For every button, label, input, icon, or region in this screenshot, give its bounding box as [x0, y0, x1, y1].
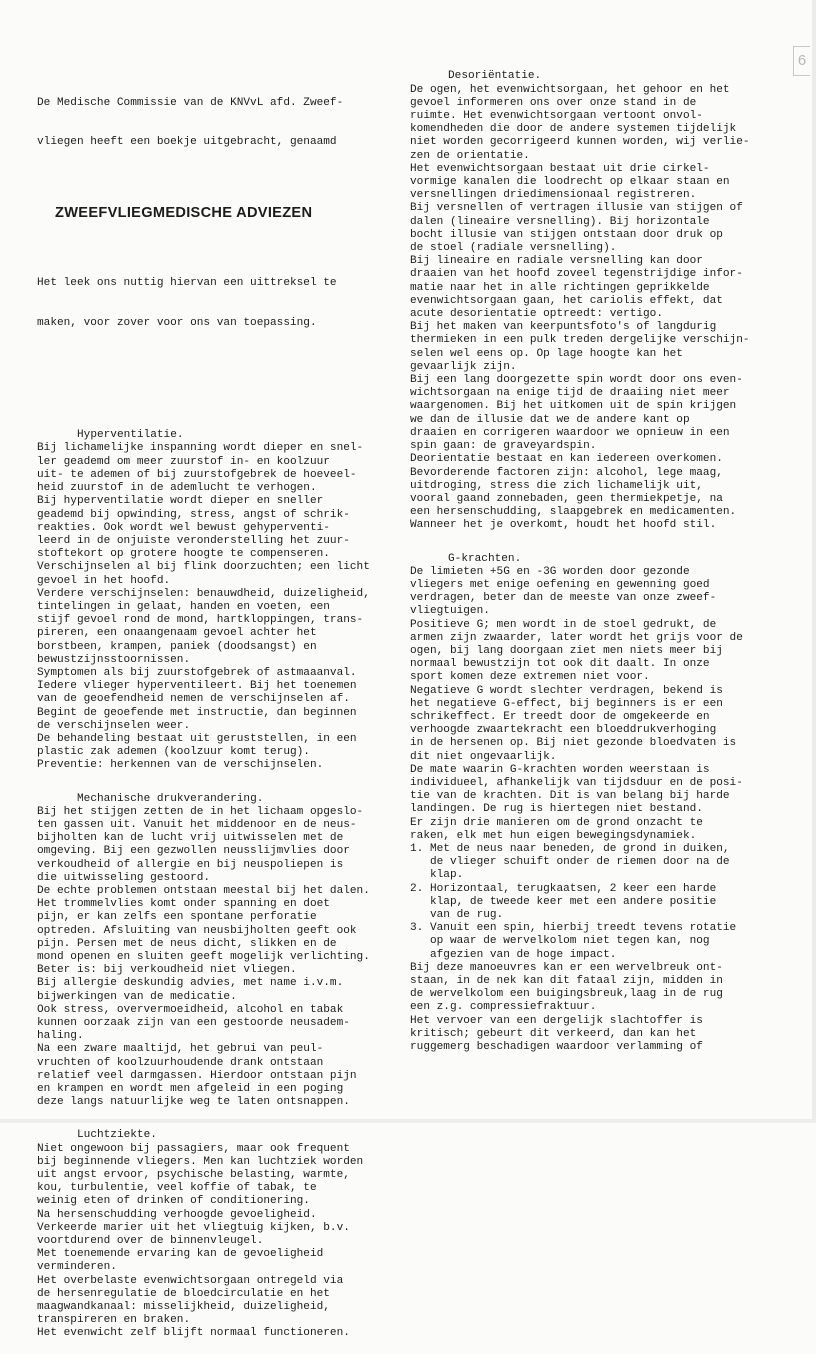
text-line: 2. Horizontaal, terugkaatsen, 2 keer een harde [410, 882, 717, 895]
text-line: gevoel informeren ons over onze stand in de [410, 96, 697, 109]
intro-line: Het leek ons nuttig hiervan een uittreksel te [37, 277, 337, 290]
text-line: waargenomen. Bij het uitkomen uit de spin krijgen [410, 400, 737, 413]
text-line: Niet ongewoon bij passagiers, maar ook frequent [37, 1142, 350, 1155]
text-line: van de geoefendheid nemen de verschijnselen af. [37, 693, 350, 706]
text-line: selen wel eens op. Op lage hoogte kan het [410, 347, 683, 360]
text-line: Iedere vlieger hyperventileert. Bij het toenemen [37, 680, 357, 693]
text-line: evenwichtsorgaan gaan, het cariolis effekt, dat [410, 294, 723, 307]
text-line: thermieken in een pulk treden dergelijke verschijn- [410, 334, 750, 347]
text-line: in de hersenen op. Bij niet gezonde bloedvaten is [410, 737, 737, 750]
text-line: voortdurend over de binnenvleugel. [37, 1235, 264, 1248]
intro-paragraph [37, 70, 387, 176]
text-line: en krampen en wordt men afgeleid in een poging [37, 1083, 344, 1096]
text-line: Het vervoer van een dergelijk slachtoffer is [410, 1014, 703, 1027]
text-line: De limieten +5G en -3G worden door gezonde [410, 565, 690, 578]
text-line: schrikeffect. Er treedt door de omgekeerde en [410, 710, 710, 723]
text-line: vormige kanalen die loodrecht op elkaar staan en [410, 176, 730, 189]
text-line: Bij deze manoeuvres kan er een wervelbreuk ont- [410, 961, 723, 974]
text-line: plastic zak ademen (koolzuur komt terug). [37, 746, 310, 759]
text-line: verkoudheid of allergie en bij neuspoliepen is [37, 858, 344, 871]
text-line: draaien en corrigeren waardoor we opnieuw in een [410, 426, 730, 439]
section-heading: Mechanische drukverandering. [77, 792, 264, 805]
text-line: leerd in de onjuiste veronderstelling het zuur- [37, 534, 350, 547]
text-line: van de rug. [410, 909, 504, 921]
text-line: Bij een lang doorgezette spin wordt door ons even- [410, 374, 743, 387]
text-line: een z.g. compressiefraktuur. [410, 1001, 597, 1014]
text-line: versnellingen driedimensionaal registreren. [410, 189, 697, 202]
page-edge [812, 0, 816, 1123]
section-heading: G-krachten. [448, 552, 522, 565]
text-line: pijn, er kan zelfs een spontane perforatie [37, 911, 317, 924]
text-line: staan, in de nek kan dit fataal zijn, midden in [410, 975, 723, 988]
text-line: optreden. Afsluiting van neusbijholten geeft ook [37, 924, 357, 937]
text-line: Het evenwicht zelf blijft normaal functioneren. [37, 1327, 350, 1340]
text-line: Bij allergie deskundig advies, met name i.v.m. [37, 977, 344, 990]
text-line: geademd bij opwinding, stress, angst of schrik- [37, 508, 350, 521]
text-line: zen de orientatie. [410, 149, 530, 162]
text-line: de vlieger schuift onder de riemen door na de [410, 856, 730, 869]
text-line: Deorientatie bestaat en kan iedereen overkomen. [410, 453, 723, 466]
text-line: armen zijn zwaarder, later wordt het grijs voor de [410, 631, 743, 644]
text-line: Het evenwichtsorgaan bestaat uit drie cirkel- [410, 162, 710, 175]
text-line: ogen, bij lang doorgaan ziet men niets meer bij [410, 644, 723, 657]
text-line: matie naar het in alle richtingen geprikkelde [410, 281, 710, 294]
text-line: raken, elk met hun eigen bewegingsdynamiek. [410, 829, 697, 842]
text-line: klap. [410, 869, 464, 882]
text-line: de stoel (radiale versnelling). [410, 242, 617, 255]
text-line: ruimte. Het evenwichtsorgaan vertoont onvol- [410, 110, 703, 123]
text-line: Na een zware maaltijd, het gebrui van peul- [37, 1043, 324, 1056]
text-line: tintelingen in gelaat, handen en voeten, een [37, 600, 330, 613]
text-line: bijwerkingen van de medicatie. [37, 990, 237, 1003]
text-line: afgezien van de hoge impact. [410, 948, 617, 961]
text-line: Het overbelaste evenwichtsorgaan ontregeld via [37, 1274, 344, 1287]
text-line: draaien van het hoofd zoveel tegenstrijdige infor- [410, 268, 743, 281]
intro-line: maken, voor zover voor ons van toepassing. [37, 316, 317, 329]
text-line: normaal bewustzijn tot ook dit daalt. In onze [410, 658, 710, 671]
text-line: verdragen, beter dan de meeste van onze zweef- [410, 592, 717, 605]
text-line: Het trommelvlies komt onder spanning en doet [37, 898, 330, 911]
text-line: maagwandkanaal: misselijkheid, duizeligheid, [37, 1301, 330, 1314]
text-line: relatief veel darmgassen. Hierdoor ontstaan pijn [37, 1069, 357, 1082]
text-line: dit niet ongevaarlijk. [410, 750, 557, 763]
text-line: pijn. Persen met de neus dicht, slikken en de [37, 937, 337, 950]
left-sections [37, 429, 387, 1340]
text-line: komendheden die door de andere systemen tijdelijk [410, 123, 737, 136]
text-line: uitdroging, stress die zich lichamelijk uit, [410, 479, 703, 492]
text-line: De mate waarin G-krachten worden weerstaan is [410, 763, 710, 776]
text-line: sport komen deze extremen niet voor. [410, 671, 650, 684]
text-line: klap, de tweede keer met een andere positie [410, 895, 717, 908]
text-line: 1. Met de neus naar beneden, de grond in duiken, [410, 842, 730, 855]
intro-line: De Medische Commissie van de KNVvL afd. Zweef- [37, 96, 344, 109]
text-line: Beter is: bij verkoudheid niet vliegen. [37, 964, 297, 977]
text-line: ler geademd om meer zuurstof in- en koolzuur [37, 455, 330, 468]
text-line: dalen (lineaire versnelling). Bij horizontale [410, 215, 710, 228]
right-column [410, 44, 750, 1067]
text-line: ten gassen uit. Vanuit het middenoor en de neus- [37, 818, 357, 831]
text-line: Begint de geoefende met instructie, dan beginnen [37, 706, 357, 719]
intro-line: vliegen heeft een boekje uitgebracht, genaamd [37, 136, 337, 149]
text-line: tie van de krachten. Dit is van belang bij harde [410, 790, 730, 803]
text-line: Na hersenschudding verhoogde gevoeligheid. [37, 1208, 317, 1221]
text-line: uit- te ademen of bij zuurstofgebrek de hoeveel- [37, 468, 357, 481]
text-line: uit angst ervoor, psychische belasting, warmte, [37, 1169, 350, 1182]
text-line: vliegers met enige oefening en gewenning goed [410, 578, 710, 591]
text-line: acute desorientatie optreedt: vertigo. [410, 308, 663, 321]
document-title: ZWEEFVLIEGMEDISCHE ADVIEZEN [55, 205, 313, 222]
text-line: De ogen, het evenwichtsorgaan, het gehoor en het [410, 83, 730, 96]
text-line: Bij het stijgen zetten de in het lichaam opgeslo- [37, 805, 364, 818]
text-line: borstbeen, krampen, paniek (doodsangst) en [37, 640, 317, 653]
section-heading: Luchtziekte. [77, 1129, 157, 1142]
text-line: de verschijnselen weer. [37, 719, 191, 732]
text-line: haling. [37, 1030, 84, 1043]
text-line: Bij hyperventilatie wordt dieper en sneller [37, 495, 324, 508]
text-line: bocht illusie van stijgen ontstaan door druk op [410, 228, 723, 241]
text-line: omgeving. Bij een gezwollen neusslijmvlies door [37, 845, 350, 858]
text-line: op waar de wervelkolom niet tegen kan, nog [410, 935, 710, 948]
text-line: individueel, afhankelijk van tijdsduur en de posi- [410, 776, 743, 789]
text-line: mond openen en sluiten geeft mogelijk verlichting. [37, 951, 370, 963]
text-line: het negatieve G-effect, bij beginners is er een [410, 697, 723, 710]
text-line: bewustzijnsstoornissen. [37, 653, 191, 666]
text-line: ruggemerg beschadigen waardoor verlamming of [410, 1041, 703, 1054]
text-line: stoftekort op grotere hoogte te compenseren. [37, 548, 330, 561]
section-heading: Desoriëntatie. [448, 70, 542, 83]
text-line: Ook stress, oververmoeidheid, alcohol en tabak [37, 1003, 344, 1016]
text-line: die uitwisseling gestoord. [37, 871, 211, 884]
text-line: een hersenschudding, slaapgebrek en medicamenten. [410, 506, 737, 519]
text-line: landingen. De rug is hiertegen niet bestand. [410, 803, 703, 816]
text-line: gevaarlijk zijn. [410, 360, 517, 373]
text-line: kou, turbulentie, veel koffie of tabak, te [37, 1182, 317, 1195]
text-line: weinig eten of drinken of conditionering. [37, 1195, 310, 1208]
text-line: reakties. Ook wordt wel bewust gehyperventi- [37, 521, 330, 534]
text-line: gevoel in het hoofd. [37, 574, 171, 587]
text-line: bijholten kan de lucht vrij uitwisselen met de [37, 832, 344, 845]
text-line: De echte problemen ontstaan meestal bij het dalen. [37, 884, 370, 897]
text-line: Bij het maken van keerpuntsfoto's of langdurig [410, 321, 717, 334]
text-line: Met toenemende ervaring kan de gevoeligheid [37, 1248, 324, 1261]
text-line: bij beginnende vliegers. Men kan luchtziek worden [37, 1155, 364, 1168]
text-line: niet worden gecorrigeerd kunnen worden, wij verlie- [410, 136, 750, 149]
text-line: pireren, een onaangenaam gevoel achter het [37, 627, 317, 640]
text-line: spin gaan: de graveyardspin. [410, 440, 597, 453]
text-line: we dan de illusie dat we de andere kant op [410, 413, 690, 426]
text-line: Symptomen als bij zuurstofgebrek of astmaaanval. [37, 666, 357, 679]
section-heading: Hyperventilatie. [77, 429, 184, 442]
text-line: stijf gevoel rond de mond, hartkloppingen, trans- [37, 614, 364, 627]
text-line: Negatieve G wordt slechter verdragen, bekend is [410, 684, 723, 697]
text-line: Positieve G; men wordt in de stoel gedrukt, de [410, 618, 717, 631]
text-line: vooral gaand zonnebaden, geen thermiekpetje, na [410, 492, 723, 505]
text-line: kunnen oorzaak zijn van een gestoorde neusadem- [37, 1017, 350, 1030]
text-line: de wervelkolom een buigingsbreuk,laag in de rug [410, 988, 723, 1001]
left-column [37, 44, 387, 1354]
text-line: verhoogde zwaartekracht een bloeddrukverhoging [410, 724, 717, 737]
text-line: heid zuurstof in de ademlucht te verhogen. [37, 482, 317, 495]
text-line: Bij lineaire en radiale versnelling kan door [410, 255, 703, 268]
text-line: vliegtuigen. [410, 605, 490, 618]
text-line: Verschijnselen al bij flink doorzuchten; een licht [37, 561, 370, 574]
text-line: De behandeling bestaat uit geruststellen, in een [37, 732, 357, 745]
text-line: Wanneer het je overkomt, houdt het hoofd stil. [410, 519, 717, 532]
text-line: kritisch; gebeurt dit verkeerd, dan kan het [410, 1027, 697, 1040]
text-line: vruchten of koolzuurhoudende drank ontstaan [37, 1056, 324, 1069]
text-line: Preventie: herkennen van de verschijnselen. [37, 759, 324, 772]
text-line: verminderen. [37, 1261, 117, 1274]
text-line: deze langs natuurlijke weg te laten ontsnappen. [37, 1096, 350, 1109]
text-line: Verkeerde marier uit het vliegtuig kijken, b.v. [37, 1221, 350, 1234]
text-line: 3. Vanuit een spin, hierbij treedt tevens rotatie [410, 922, 737, 935]
text-line: transpireren en braken. [37, 1314, 191, 1327]
text-line: Bij versnellen of vertragen illusie van stijgen of [410, 202, 743, 215]
text-line: de hersenregulatie de bloedcirculatie en het [37, 1287, 330, 1300]
text-line: Er zijn drie manieren om de grond onzacht te [410, 816, 703, 829]
text-line: Bij lichamelijke inspanning wordt dieper en snel- [37, 442, 364, 455]
text-line: Bevorderende factoren zijn: alcohol, lege maag, [410, 466, 723, 479]
text-line: Verdere verschijnselen: benauwdheid, duizeligheid, [37, 587, 370, 600]
page-tab-number: 6 [793, 46, 810, 76]
intro-after [37, 251, 387, 357]
text-line: wichtsorgaan na enige tijd de draaiing niet meer [410, 387, 730, 400]
right-sections [410, 70, 750, 1054]
